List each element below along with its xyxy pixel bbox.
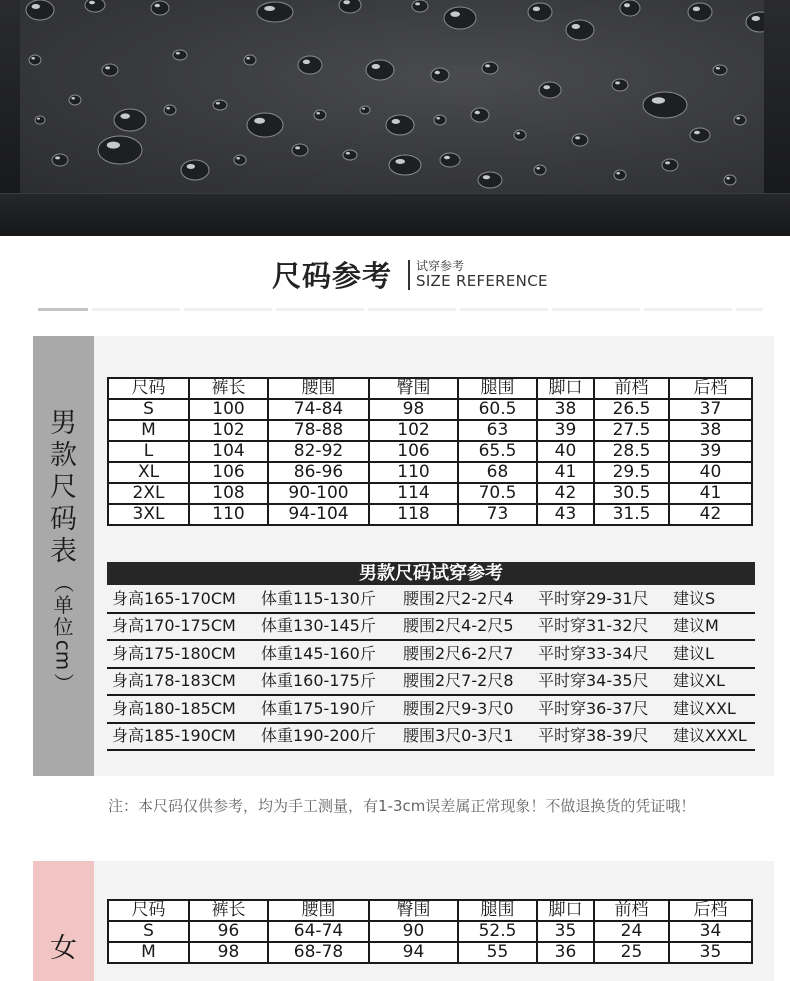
droplet-highlight	[533, 7, 540, 12]
droplet-highlight	[572, 24, 580, 29]
fit-cell: 腰围2尺7-2尺8	[403, 671, 514, 691]
water-droplet	[688, 3, 712, 21]
table-cell: 114	[369, 483, 458, 504]
photo-bottom-band	[0, 193, 790, 236]
table-cell: 98	[369, 399, 458, 420]
droplet-highlight	[444, 156, 450, 160]
table-cell: 35	[669, 942, 752, 963]
water-droplet	[244, 55, 256, 65]
water-droplet	[431, 68, 449, 82]
table-cell: 3XL	[108, 504, 189, 525]
fit-cell: 体重115-130斤	[261, 589, 376, 608]
table-cell: 106	[189, 462, 268, 483]
droplet-highlight	[483, 175, 490, 179]
unit-char: 位	[53, 615, 74, 639]
fit-cell: 体重130-145斤	[261, 616, 376, 636]
table-cell: 25	[594, 942, 669, 963]
fit-cell: 平时穿33-34尺	[538, 643, 649, 663]
droplet-highlight	[166, 107, 170, 110]
women-side-label	[33, 861, 94, 981]
women-side-title: 女	[50, 933, 77, 964]
water-droplet	[292, 144, 308, 156]
water-droplet	[164, 105, 176, 115]
table-header-cell: 腿围	[458, 378, 537, 399]
water-droplet	[386, 115, 414, 135]
water-droplet	[528, 3, 552, 21]
droplet-highlight	[37, 118, 40, 120]
fit-cell: 建议XXXL	[673, 726, 747, 745]
men-table-row	[108, 462, 752, 483]
water-droplet	[566, 20, 594, 40]
droplet-highlight	[254, 118, 265, 124]
table-cell: 42	[669, 504, 752, 525]
water-droplet	[643, 92, 687, 118]
table-cell: 90-100	[268, 483, 369, 504]
table-cell: 26.5	[594, 399, 669, 420]
table-cell: 27.5	[594, 420, 669, 441]
men-side-unit	[33, 572, 94, 694]
droplet-highlight	[246, 57, 250, 60]
table-cell: L	[108, 441, 189, 462]
men-size-panel	[33, 336, 774, 776]
men-side-title	[33, 408, 94, 568]
water-droplet	[69, 95, 81, 105]
fit-cell: 身高170-175CM	[112, 616, 236, 636]
droplet-highlight	[295, 146, 300, 149]
table-header-cell: 后档	[669, 900, 752, 921]
droplet-highlight	[624, 3, 630, 7]
droplet-highlight	[736, 117, 740, 120]
water-droplet	[35, 116, 45, 124]
water-droplet	[360, 106, 370, 114]
water-droplet	[52, 154, 68, 166]
table-cell: M	[108, 942, 189, 963]
men-size-table	[107, 377, 753, 526]
table-cell: 34	[669, 921, 752, 942]
table-header-cell: 腰围	[268, 378, 369, 399]
water-droplet	[614, 170, 626, 180]
men-table-row	[108, 420, 752, 441]
table-cell: 40	[669, 462, 752, 483]
fit-cell: 身高185-190CM	[112, 726, 236, 745]
men-table-row	[108, 441, 752, 462]
table-header-cell: 臀围	[369, 378, 458, 399]
heading-underline	[38, 308, 763, 311]
table-cell: 39	[669, 441, 752, 462]
table-cell: 28.5	[594, 441, 669, 462]
fit-cell: 身高180-185CM	[112, 698, 236, 718]
droplet-highlight	[187, 164, 195, 169]
table-cell: 102	[189, 420, 268, 441]
table-cell: 78-88	[268, 420, 369, 441]
water-droplet	[102, 64, 118, 76]
table-cell: 36	[537, 942, 594, 963]
fit-cell: 建议XXL	[673, 698, 736, 718]
water-droplet	[213, 100, 227, 110]
table-cell: 100	[189, 399, 268, 420]
water-droplet	[444, 7, 476, 29]
water-droplet-fabric-photo	[20, 0, 764, 193]
table-header-cell: 尺码	[108, 900, 189, 921]
table-cell: 68	[458, 462, 537, 483]
water-droplet	[389, 155, 421, 175]
table-cell: 98	[189, 942, 268, 963]
droplet-highlight	[716, 67, 720, 70]
unit-char: 单	[53, 593, 74, 617]
table-cell: S	[108, 921, 189, 942]
droplet-highlight	[372, 64, 380, 69]
water-droplet	[412, 0, 428, 12]
fit-cell: 平时穿31-32尺	[538, 616, 649, 636]
fit-row	[107, 586, 755, 614]
men-table-row	[108, 504, 752, 525]
men-side-title-char: 款	[50, 440, 77, 471]
fit-cell: 腰围2尺2-2尺4	[403, 589, 514, 608]
droplet-highlight	[543, 85, 550, 89]
droplet-highlight	[665, 161, 670, 164]
heading-subtitle-cn: 试穿参考	[416, 259, 465, 273]
fit-cell: 体重190-200斤	[261, 726, 376, 745]
water-droplet	[339, 0, 361, 13]
table-cell: 90	[369, 921, 458, 942]
water-droplet	[247, 113, 283, 137]
table-cell: 43	[537, 504, 594, 525]
table-header-cell: 前档	[594, 900, 669, 921]
water-droplet	[314, 110, 326, 120]
fit-cell: 建议M	[673, 616, 719, 636]
fit-row	[107, 723, 755, 751]
table-cell: 104	[189, 441, 268, 462]
water-droplet	[151, 1, 169, 15]
water-droplet	[572, 134, 588, 146]
table-header-cell: 前档	[594, 378, 669, 399]
water-droplets-illustration	[20, 0, 764, 193]
measurement-note: 注：本尺码仅供参考，均为手工测量，有1-3cm误差属正常现象！不做退换货的凭证哦！	[108, 797, 696, 815]
droplet-highlight	[693, 7, 700, 12]
water-droplet	[713, 65, 727, 75]
droplet-highlight	[485, 64, 490, 67]
water-droplet	[534, 165, 546, 175]
fit-cell: 身高178-183CM	[112, 671, 236, 691]
women-size-panel	[33, 861, 774, 981]
product-fabric-photo-band	[0, 0, 790, 235]
heading-title: 尺码参考	[272, 259, 393, 293]
fit-cell: 建议XL	[673, 671, 725, 691]
unit-open-paren: （	[51, 573, 76, 593]
droplet-highlight	[392, 119, 400, 124]
men-side-title-char: 尺	[50, 472, 77, 503]
droplet-highlight	[436, 117, 440, 120]
droplet-highlight	[176, 52, 180, 55]
water-droplet	[734, 115, 746, 125]
table-cell: 55	[458, 942, 537, 963]
droplet-highlight	[31, 57, 35, 60]
women-table-header-row	[108, 900, 752, 921]
droplet-highlight	[435, 71, 440, 75]
droplet-highlight	[105, 66, 110, 69]
water-droplet	[173, 50, 187, 60]
table-header-cell: 腿围	[458, 900, 537, 921]
table-cell: 29.5	[594, 462, 669, 483]
water-droplet	[620, 0, 640, 16]
water-droplet	[478, 172, 502, 188]
table-cell: 110	[189, 504, 268, 525]
table-cell: 102	[369, 420, 458, 441]
table-cell: 63	[458, 420, 537, 441]
table-cell: 74-84	[268, 399, 369, 420]
droplet-highlight	[55, 156, 60, 159]
droplet-highlight	[516, 132, 520, 135]
droplet-highlight	[362, 108, 365, 110]
fit-cell: 腰围2尺9-3尺0	[403, 698, 514, 718]
size-reference-heading	[0, 252, 790, 298]
fit-row	[107, 641, 755, 669]
table-cell: 37	[669, 399, 752, 420]
fit-cell: 体重145-160斤	[261, 643, 376, 663]
water-droplet	[234, 155, 246, 165]
water-droplet	[434, 115, 446, 125]
table-cell: 94	[369, 942, 458, 963]
table-cell: 86-96	[268, 462, 369, 483]
fit-cell: 体重175-190斤	[261, 698, 376, 718]
droplet-highlight	[694, 131, 700, 135]
men-fit-title: 男款尺码试穿参考	[107, 562, 755, 585]
droplet-highlight	[303, 60, 310, 65]
water-droplet	[724, 175, 736, 185]
droplet-highlight	[615, 81, 620, 84]
droplet-highlight	[316, 112, 320, 115]
table-cell: 30.5	[594, 483, 669, 504]
table-cell: 106	[369, 441, 458, 462]
fit-cell: 平时穿34-35尺	[538, 671, 649, 691]
table-cell: 42	[537, 483, 594, 504]
table-cell: 110	[369, 462, 458, 483]
droplet-highlight	[264, 6, 275, 11]
men-side-title-char: 男	[50, 408, 77, 439]
water-droplet	[343, 150, 357, 160]
table-cell: 35	[537, 921, 594, 942]
fit-cell: 腰围2尺4-2尺5	[403, 616, 514, 636]
table-cell: 39	[537, 420, 594, 441]
droplet-highlight	[652, 97, 665, 104]
heading-subtitle-en: SIZE REFERENCE	[416, 272, 548, 290]
men-side-title-char: 码	[50, 504, 77, 535]
fit-cell: 体重160-175斤	[261, 671, 376, 691]
droplet-highlight	[343, 0, 350, 4]
table-cell: 31.5	[594, 504, 669, 525]
fit-cell: 平时穿36-37尺	[538, 698, 649, 718]
table-cell: 68-78	[268, 942, 369, 963]
table-cell: 60.5	[458, 399, 537, 420]
table-cell: M	[108, 420, 189, 441]
droplet-highlight	[395, 159, 405, 164]
fit-row	[107, 668, 755, 696]
men-table-row	[108, 483, 752, 504]
droplet-highlight	[155, 4, 160, 8]
droplet-highlight	[415, 2, 420, 5]
table-header-cell: 腰围	[268, 900, 369, 921]
water-droplet	[29, 55, 41, 65]
water-droplet	[98, 136, 142, 164]
droplet-highlight	[89, 1, 95, 5]
table-cell: 73	[458, 504, 537, 525]
water-droplet	[514, 130, 526, 140]
table-header-cell: 裤长	[189, 900, 268, 921]
unit-close-paren: ）	[51, 673, 76, 693]
table-header-cell: 尺码	[108, 378, 189, 399]
droplet-highlight	[536, 167, 540, 170]
table-cell: 118	[369, 504, 458, 525]
table-header-cell: 臀围	[369, 900, 458, 921]
water-droplet	[298, 56, 322, 74]
water-droplet	[471, 108, 489, 122]
fit-cell: 腰围3尺0-3尺1	[403, 726, 514, 745]
table-cell: 94-104	[268, 504, 369, 525]
fit-row	[107, 613, 755, 641]
fit-row	[107, 696, 755, 724]
fit-cell: 身高165-170CM	[112, 589, 236, 608]
droplet-highlight	[616, 172, 620, 175]
table-cell: 82-92	[268, 441, 369, 462]
table-header-cell: 脚口	[537, 900, 594, 921]
heading-divider	[408, 260, 410, 290]
table-cell: 38	[537, 399, 594, 420]
table-cell: 41	[537, 462, 594, 483]
water-droplet	[482, 62, 498, 74]
table-cell: S	[108, 399, 189, 420]
fit-cell: 腰围2尺6-2尺7	[403, 643, 514, 663]
table-cell: 2XL	[108, 483, 189, 504]
fit-cell: 平时穿38-39尺	[538, 726, 649, 745]
droplet-highlight	[236, 157, 240, 160]
table-cell: 24	[594, 921, 669, 942]
table-header-cell: 后档	[669, 378, 752, 399]
droplet-highlight	[120, 113, 130, 119]
water-droplet	[366, 60, 394, 80]
women-table-row	[108, 921, 752, 942]
water-droplet	[539, 82, 561, 98]
droplet-highlight	[726, 177, 730, 180]
fit-cell: 建议L	[673, 643, 714, 663]
water-droplet	[440, 153, 460, 167]
table-cell: 108	[189, 483, 268, 504]
droplet-highlight	[752, 16, 760, 21]
droplet-highlight	[450, 11, 460, 17]
droplet-highlight	[575, 136, 580, 139]
water-droplet	[257, 2, 293, 22]
droplet-highlight	[107, 142, 120, 149]
water-droplet	[662, 159, 678, 171]
water-droplet	[612, 79, 628, 91]
table-cell: 52.5	[458, 921, 537, 942]
men-table-row	[108, 399, 752, 420]
men-table-header-row	[108, 378, 752, 399]
fit-cell: 身高175-180CM	[112, 643, 236, 663]
water-droplet	[85, 0, 105, 12]
droplet-highlight	[346, 152, 350, 155]
table-cell: 40	[537, 441, 594, 462]
table-cell: XL	[108, 462, 189, 483]
water-droplet	[114, 109, 146, 131]
men-side-title-char: 表	[50, 536, 77, 567]
table-cell: 38	[669, 420, 752, 441]
table-cell: 96	[189, 921, 268, 942]
fit-cell: 平时穿29-31尺	[538, 589, 649, 608]
droplet-highlight	[475, 111, 480, 115]
table-cell: 65.5	[458, 441, 537, 462]
droplet-highlight	[32, 4, 40, 9]
table-header-cell: 脚口	[537, 378, 594, 399]
water-droplet	[690, 128, 710, 142]
fit-cell: 建议S	[673, 589, 716, 608]
unit-latin: cm	[51, 639, 76, 671]
men-side-label	[33, 336, 94, 776]
water-droplet	[746, 12, 764, 32]
droplet-highlight	[216, 102, 220, 105]
table-header-cell: 裤长	[189, 378, 268, 399]
table-cell: 64-74	[268, 921, 369, 942]
women-size-table	[107, 899, 753, 964]
water-droplet	[26, 0, 54, 20]
table-cell: 70.5	[458, 483, 537, 504]
water-droplet	[181, 160, 209, 180]
droplet-highlight	[71, 97, 75, 100]
table-cell: 41	[669, 483, 752, 504]
